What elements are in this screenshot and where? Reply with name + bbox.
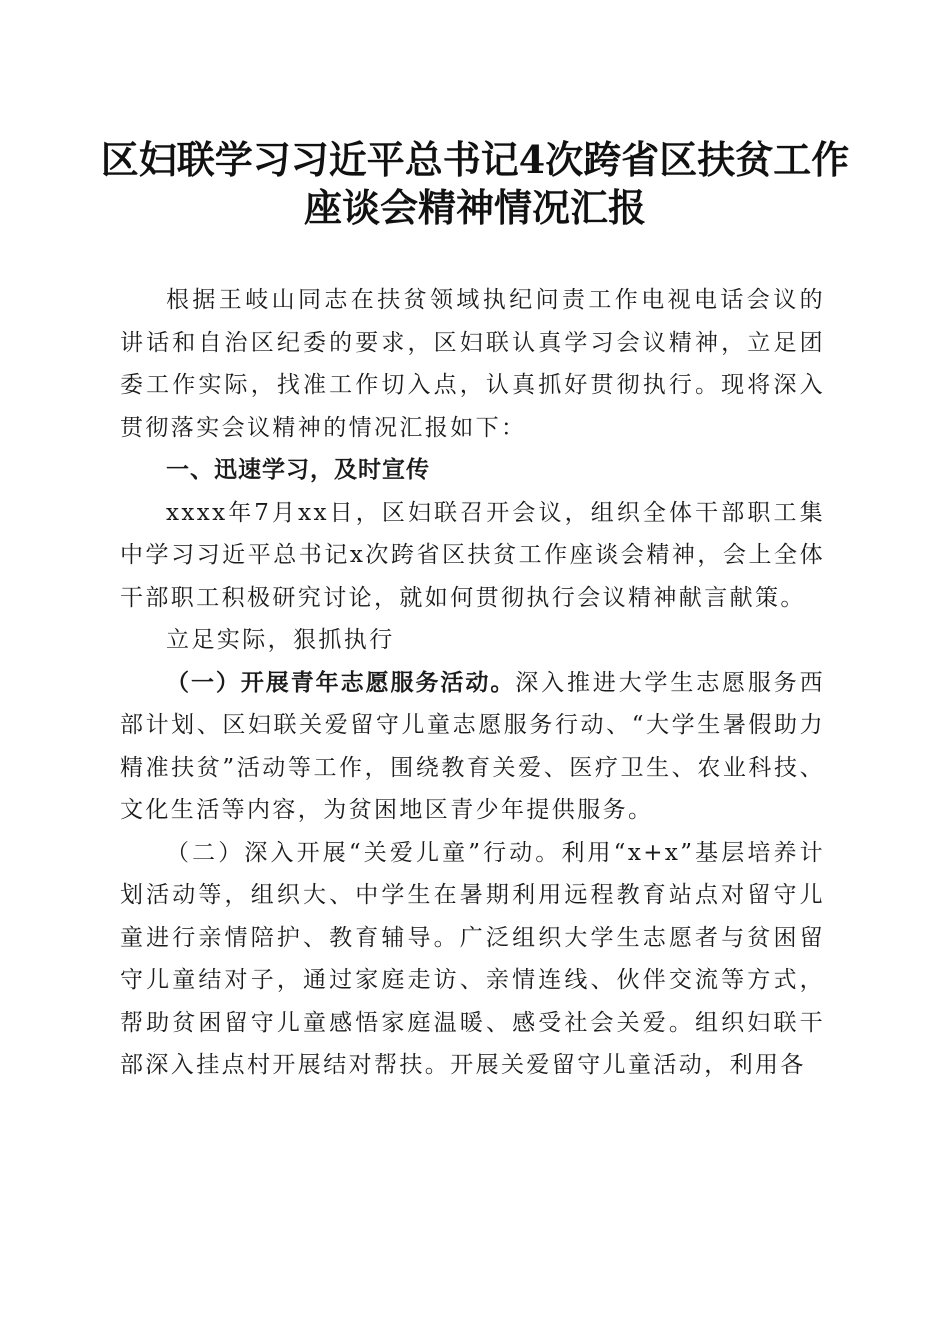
title-line-2: 座谈会精神情况汇报 — [303, 185, 646, 230]
document-title — [100, 136, 850, 232]
item-2-lead: （二）深入开展“关爱儿童”行动。 — [166, 839, 562, 866]
intro-paragraph: 根据王岐山同志在扶贫领域执纪问责工作电视电话会议的讲话和自治区纪委的要求，区妇联认真学习会议精神，立足团委工作实际，找准工作切入点，认真抓好贯彻执行。现将深入贯彻落实会议精神的情况汇报如下： — [120, 287, 825, 441]
item-1-body: 深入推进大学生志愿服务西部计划、区妇联关爱留守儿童志愿服务行动、“大学生暑假助力精准扶贫”活动等工作，围绕教育关爱、医疗卫生、农业科技、文化生活等内容，为贫困地区青少年提供服务。 — [120, 669, 825, 823]
section-1-heading: 一、迅速学习，及时宣传 — [166, 457, 430, 483]
title-line-1: 区妇联学习习近平总书记4次跨省区扶贫工作 — [100, 137, 850, 182]
item-2-body: 利用“x+x”基层培养计划活动等，组织大、中学生在暑期利用远程教育站点对留守儿童进行亲情陪护、教育辅导。广泛组织大学生志愿者与贫困留守儿童结对子，通过家庭走访、亲情连线、伙伴交流等方式，帮助贫困留守儿童感悟家庭温暖、感受社会关爱。组织妇联干部深入挂点村开展结对帮扶。开展关爱留守儿童活动，利用各 — [120, 839, 826, 1078]
section-2-heading: 立足实际，狠抓执行 — [166, 627, 395, 653]
item-1-lead: （一）开展青年志愿服务活动。 — [166, 669, 516, 696]
item-2-paragraph — [120, 832, 825, 1087]
document-body — [120, 279, 825, 1087]
section-1-paragraph: xxxx年7月xx日，区妇联召开会议，组织全体干部职工集中学习习近平总书记x次跨省区扶贫工作座谈会精神，会上全体干部职工积极研究讨论，就如何贯彻执行会议精神献言献策。 — [120, 499, 825, 611]
item-1-paragraph — [120, 662, 825, 832]
